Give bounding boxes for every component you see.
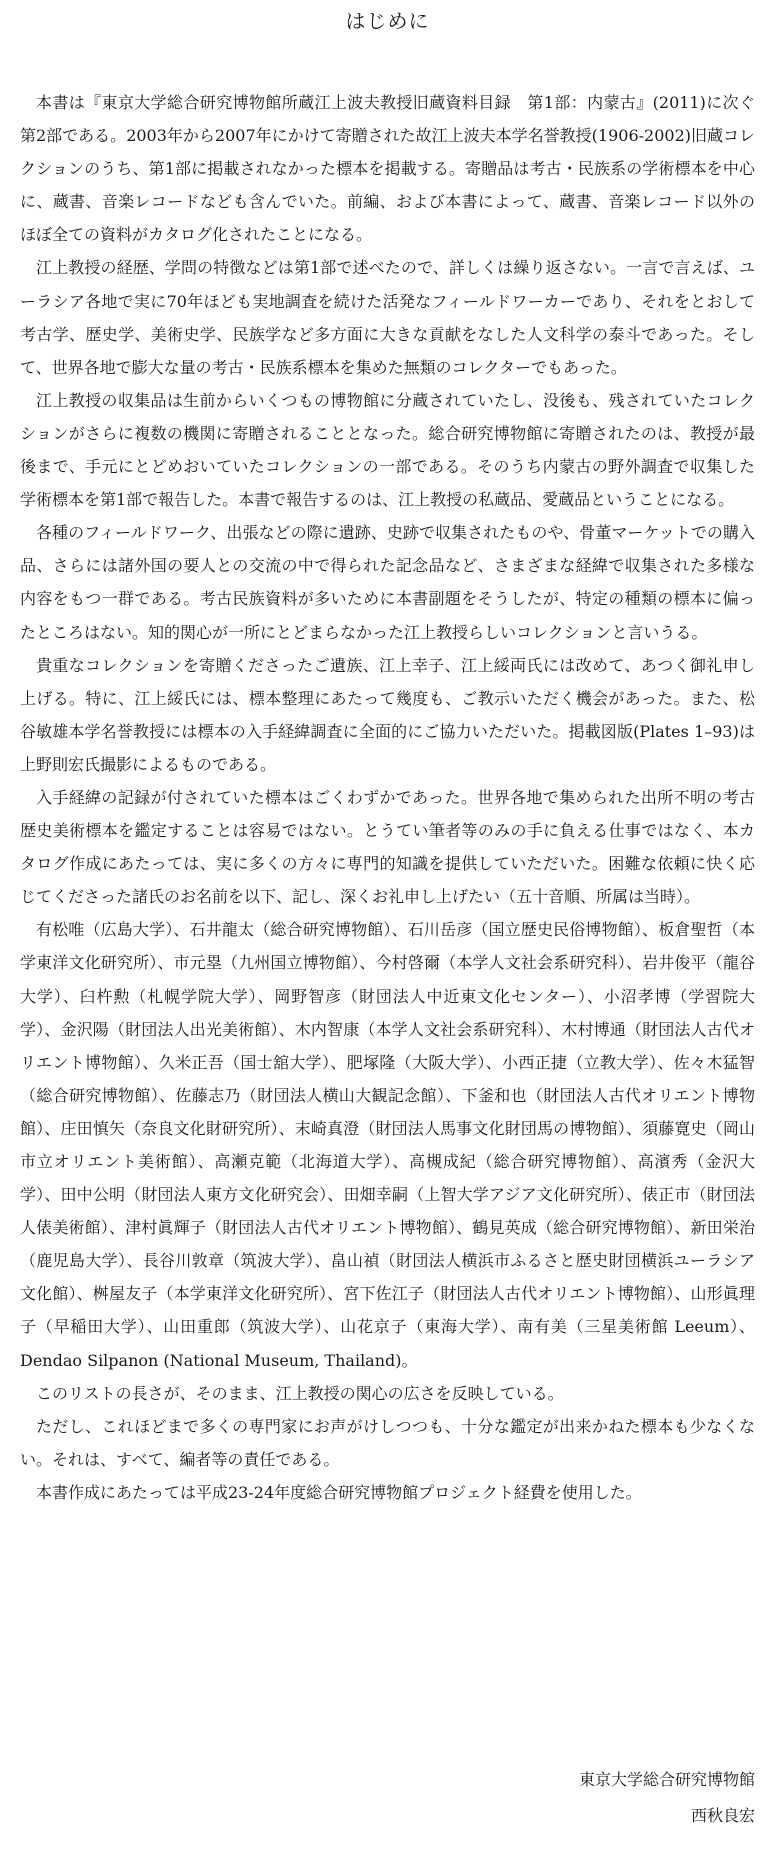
paragraph-appraisal: 入手経緯の記録が付されていた標本はごくわずかであった。世界各地で集められた出所不明の考古歴史美術標本を鑑定することは容易ではない。とうてい筆者等のみの手に負える仕事ではなく、本カタログ作成にあたっては、実に多くの方々に専門的知識を提供していただいた。困難な依頼に快く応じてくださった諸氏のお名前を以下、記し、深くお礼申し上げたい（五十音順、所属は当時）。 xyxy=(20,787,755,907)
paragraph-collection: 江上教授の収集品は生前からいくつもの博物館に分蔵されていたし、没後も、残されていたコレクションがさらに複数の機関に寄贈されることとなった。総合研究博物館に寄贈されたのは、教授が最後まで、手元にとどめおいていたコレクションの一部である。そのうち内蒙古の野外調査で収集した学術標本を第1部で報告した。本書で報告するのは、江上教授の私蔵品、愛蔵品ということになる。 xyxy=(20,390,755,510)
paragraph-contributor-list: 有松唯（広島大学）、石井龍太（総合研究博物館）、石川岳彦（国立歴史民俗博物館）、板倉聖哲（本学東洋文化研究所）、市元塁（九州国立博物館）、今村啓爾（本学人文社会系研究科）、岩井俊平（龍谷大学）、臼杵勲（札幌学院大学）、岡野智彦（財団法人中近東文化センター）、小沼孝博（学習院大学）、金沢陽（財団法人出光美術館）、木内智康（本学人文社会系研究科）、木村博通（財団法人古代オリエント博物館）、久米正吾（国士舘大学）、肥塚隆（大阪大学）、小西正捷（立教大学）、佐々木猛智（総合研究博物館）、佐藤志乃（財団法人横山大観記念館）、下釜和也（財団法人古代オリエント博物館）、庄田慎矢（奈良文化財研究所）、末崎真澄（財団法人馬事文化財団馬の博物館）、須藤寛史（岡山市立オリエント美術館）、高瀬克範（北海道大学）、高槻成紀（総合研究博物館）、高濱秀（金沢大学）、田中公明（財団法人東方文化研究会）、田畑幸嗣（上智大学アジア文化研究所）、俵正市（財団法人俵美術館）、津村眞輝子（財団法人古代オリエント博物館）、鶴見英成（総合研究博物館）、新田栄治（鹿児島大学）、長谷川敦章（筑波大学）、畠山禎（財団法人横浜市ふるさと歴史財団横浜ユーラシア文化館）、桝屋友子（本学東洋文化研究所）、宮下佐江子（財団法人古代オリエント博物館）、山形眞理子（早稲田大学）、山田重郎（筑波大学）、山花京子（東海大学）、南有美（三星美術館 Leeum）、Dendao Silpanon (National Museum, Thailand)。 xyxy=(20,920,755,1370)
paragraph-thanks-family: 貴重なコレクションを寄贈くださったご遺族、江上幸子、江上綏両氏には改めて、あつく御礼申し上げる。特に、江上綏氏には、標本整理にあたって幾度も、ご教示いただく機会があった。また、松谷敏雄本学名誉教授には標本の入手経緯調査に全面的にご協力いただいた。掲載図版(Plates 1–93)は上野則宏氏撮影によるものである。 xyxy=(20,655,755,774)
paragraph-contents: 各種のフィールドワーク、出張などの際に遺跡、史跡で収集されたものや、骨董マーケットでの購入品、さらには諸外国の要人との交流の中で得られた記念品など、さまざまな経緯で収集された多様な内容をもつ一群である。考古民族資料が多いために本書副題をそうしたが、特定の種類の標本に偏ったところはない。知的関心が一所にとどまらなかった江上教授らしいコレクションと言いうる。 xyxy=(20,523,755,642)
body-text xyxy=(20,86,755,1509)
page-title: はじめに xyxy=(345,9,430,33)
paragraph-funding: 本書作成にあたっては平成23-24年度総合研究博物館プロジェクト経費を使用した。 xyxy=(36,1482,642,1502)
paragraph-responsibility: ただし、これほどまで多くの専門家にお声がけしつつも、十分な鑑定が出来かねた標本も少なくない。それは、すべて、編者等の責任である。 xyxy=(20,1416,755,1469)
signature-affiliation: 東京大学総合研究博物館 xyxy=(578,1770,755,1789)
paragraph-career: 江上教授の経歴、学問の特徴などは第1部で述べたので、詳しくは繰り返さない。一言で言えば、ユーラシア各地で実に70年ほども実地調査を続けた活発なフィールドワーカーであり、それをとおして考古学、歴史学、美術史学、民族学など多方面に大きな貢献をなした人文科学の泰斗であった。そして、世界各地で膨大な量の考古・民族系標本を集めた無類のコレクターでもあった。 xyxy=(20,258,755,377)
signature-block xyxy=(579,1762,755,1834)
paragraph-list-length: このリストの長さが、そのまま、江上教授の関心の広さを反映している。 xyxy=(36,1383,564,1403)
signature-name: 西秋良宏 xyxy=(690,1806,755,1825)
paragraph-intro: 本書は『東京大学総合研究博物館所蔵江上波夫教授旧蔵資料目録 第1部：内蒙古』(2011)に次ぐ第2部である。2003年から2007年にかけて寄贈された故江上波夫本学名誉教授(1906-2002)旧蔵コレクションのうち、第1部に掲載されなかった標本を掲載する。寄贈品は考古・民族系の学術標本を中心に、蔵書、音楽レコードなども含んでいた。前編、および本書によって、蔵書、音楽レコード以外のほぼ全ての資料がカタログ化されたことになる。 xyxy=(20,93,755,245)
